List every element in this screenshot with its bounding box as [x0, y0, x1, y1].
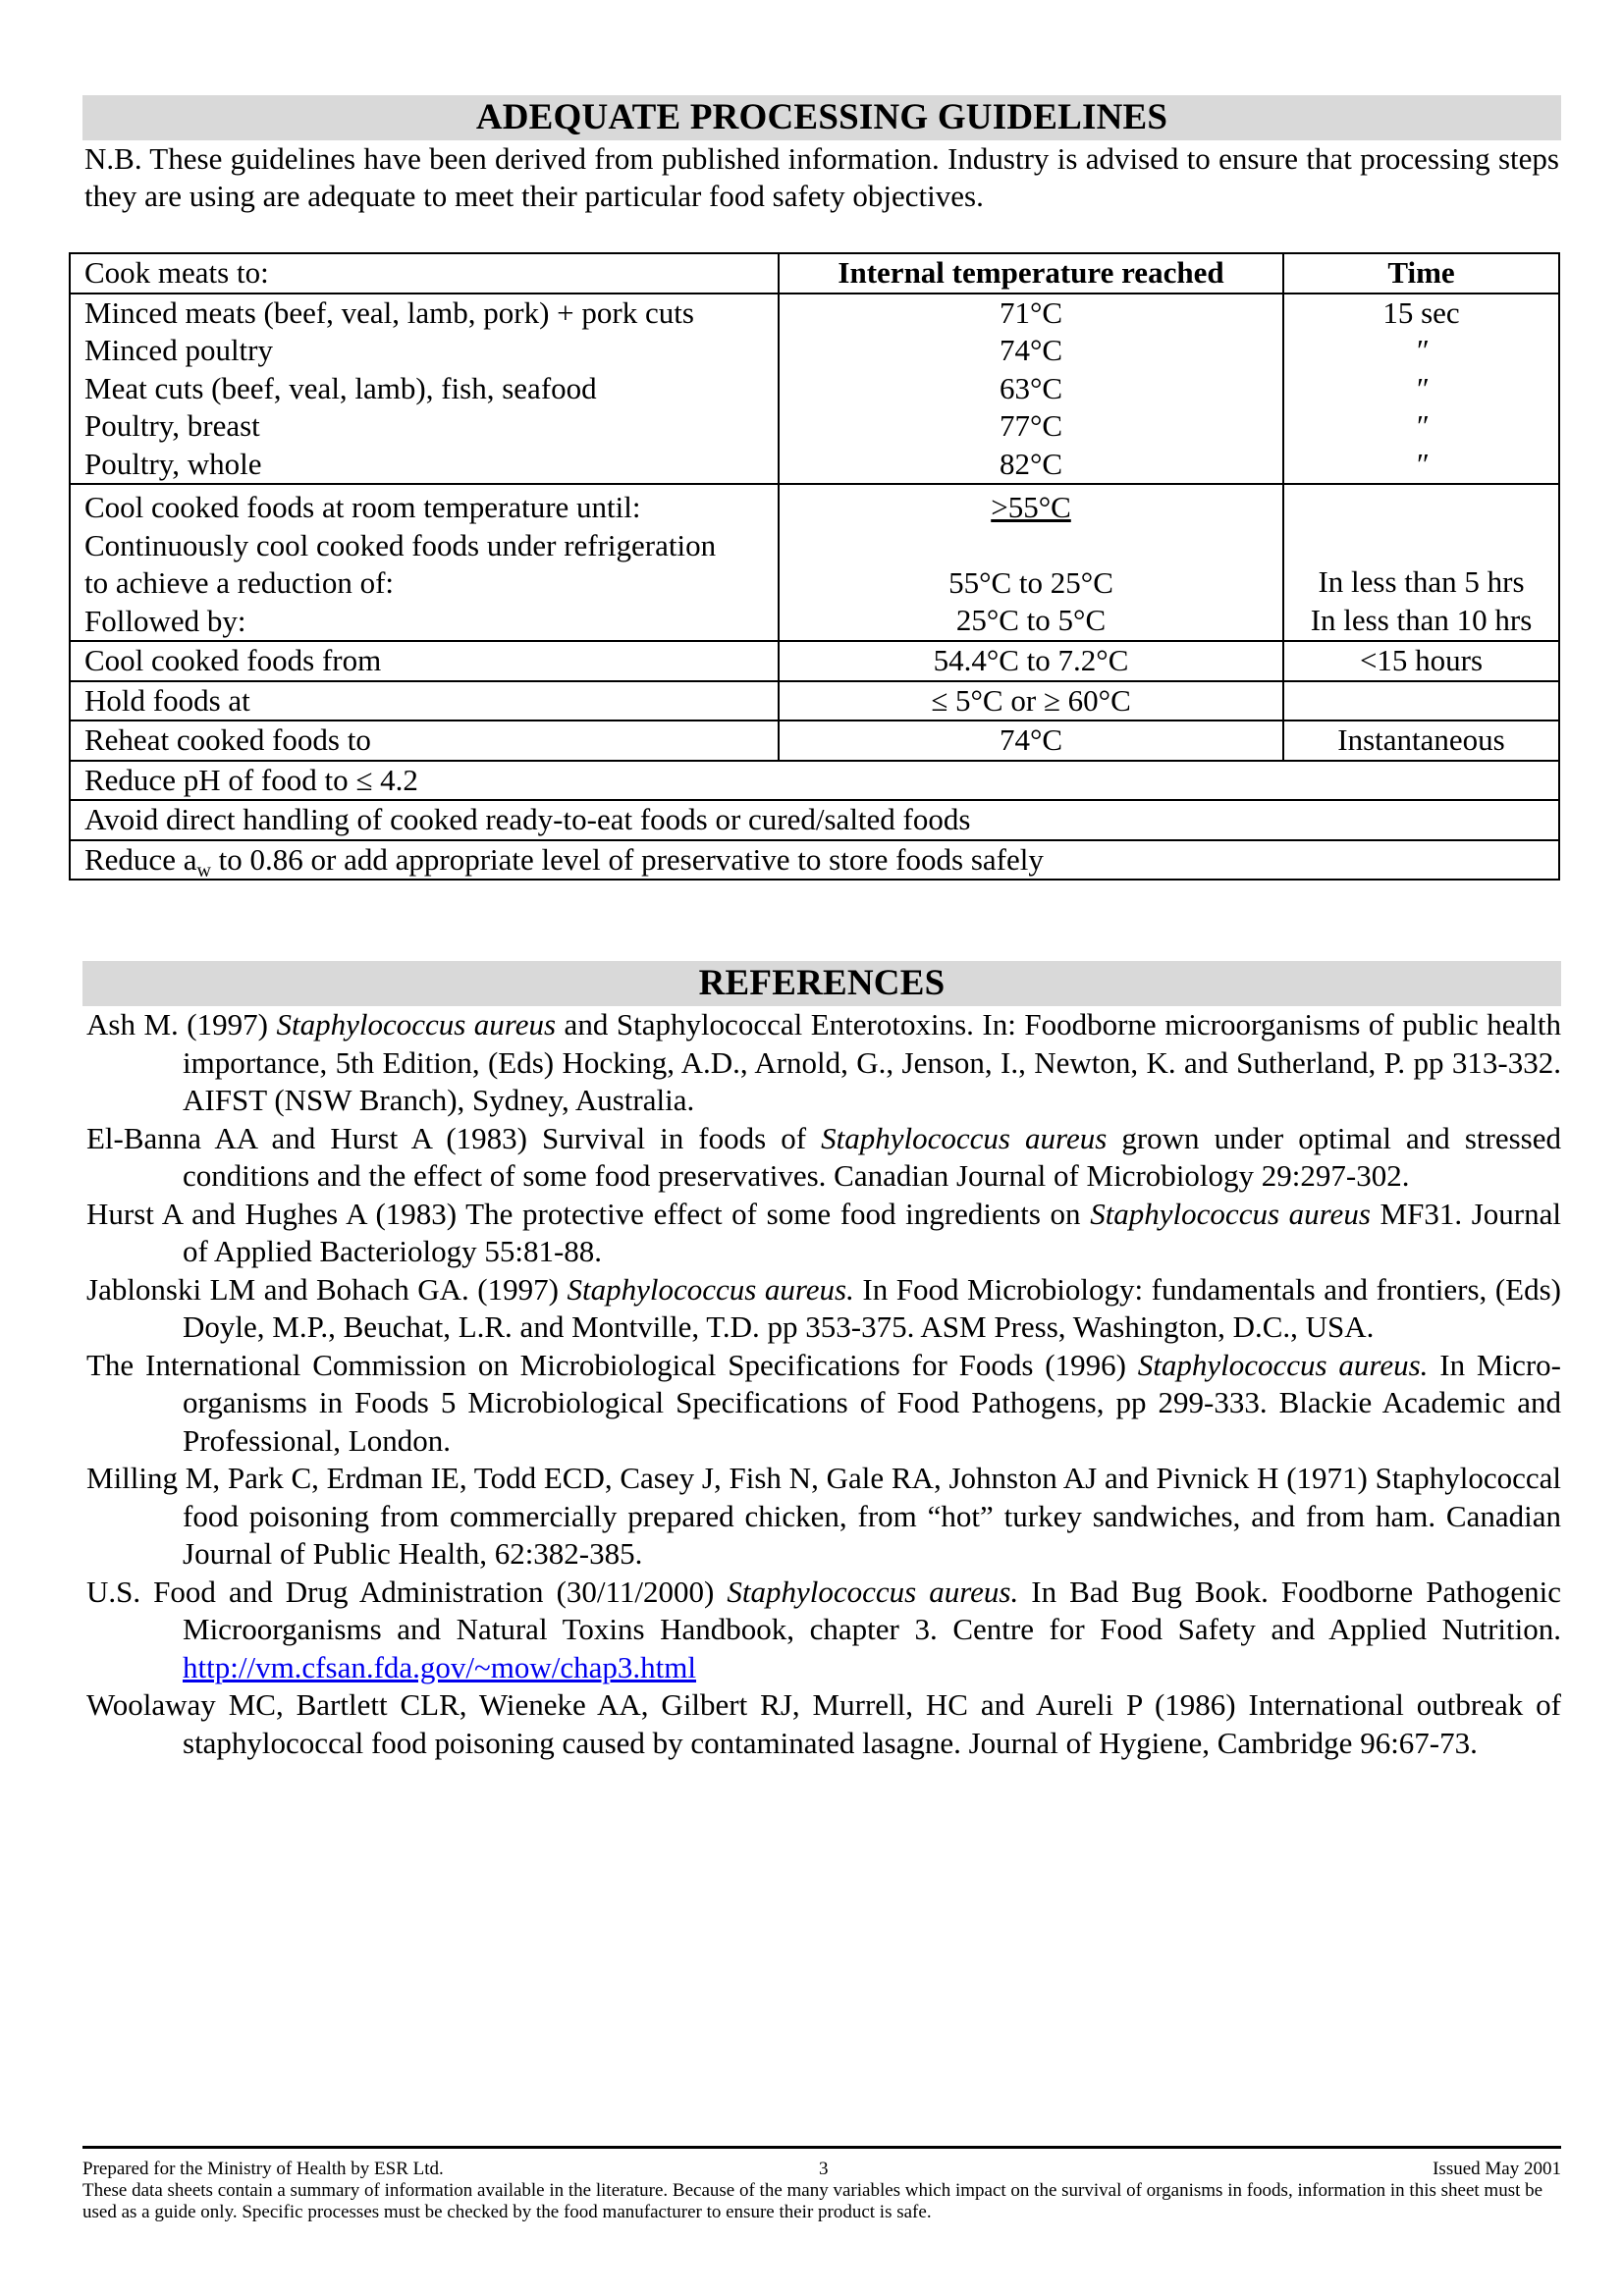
cool-time: In less than 5 hrs [1318, 564, 1525, 599]
cool-line: Cool cooked foods at room temperature until: [84, 490, 641, 524]
reheat-temp: 74°C [779, 721, 1283, 761]
footer-disclaimer: These data sheets contain a summary of information available in the literature. Because of the many variables which impact on the survival of organisms in foods, information in this sheet must be used as a guide only. Specific processes must be checked by the food manufacturer to ensure their product is safe. [82, 2180, 1543, 2222]
cook-item: Minced meats (beef, veal, lamb, pork) + pork cuts [84, 294, 694, 330]
reference-item: Woolaway MC, Bartlett CLR, Wieneke AA, Gilbert RJ, Murrell, HC and Aureli P (1986) International outbreak of staphylococcal food poisoning caused by contaminated lasagne. Journal of Hygiene, Cambridge 96:67-73. [86, 1687, 1561, 1760]
cook-temp: 77°C [999, 408, 1063, 443]
reheat-row [70, 721, 1559, 761]
cool-line: Followed by: [84, 603, 246, 638]
aw-text: Reduce $a_w$ to 0.86 or add appropriate level of preservative to store foods safely [70, 840, 1559, 881]
reheat-item: Reheat cooked foods to [70, 721, 779, 761]
cook-temp: 82°C [999, 446, 1063, 481]
ditto-mark: ″ [1415, 370, 1428, 405]
cook-item: Poultry, whole [84, 446, 262, 481]
cool-from-temp: 54.4°C to 7.2°C [779, 641, 1283, 681]
cook-temp: 63°C [999, 370, 1063, 405]
cook-time: 15 sec [1382, 294, 1460, 330]
cook-item: Meat cuts (beef, veal, lamb), fish, seafood [84, 370, 597, 405]
ditto-mark: ″ [1415, 446, 1428, 481]
cool-temp: 25°C to 5°C [955, 603, 1107, 637]
reference-item: U.S. Food and Drug Administration (30/11/2000) Staphylococcus aureus. In Bad Bug Book. Foodborne Pathogenic Microorganisms and Natural Toxins Handbook, chapter 3. Centre for Food Safety and Applied Nutrition. http://vm.cfsan.fda.gov/~mow/chap3.html [86, 1574, 1561, 1684]
references-section [82, 961, 1561, 1762]
cool-from-item: Cool cooked foods from [70, 641, 779, 681]
ditto-mark: ″ [1415, 333, 1428, 367]
hold-row [70, 681, 1559, 721]
reheat-time: Instantaneous [1283, 721, 1559, 761]
table-header-row [70, 253, 1559, 294]
reference-item: Jablonski LM and Bohach GA. (1997) Staphylococcus aureus. In Food Microbiology: fundamentals and frontiers, (Eds) Doyle, M.P., Beuchat, L.R. and Montville, T.D. pp 353-375. ASM Press, Washington, D.C., USA. [86, 1271, 1561, 1344]
ph-row [70, 761, 1559, 801]
ph-text: Reduce pH of food to ≤ 4.2 [70, 761, 1559, 801]
footer-prepared-for: Prepared for the Ministry of Health by ESR Ltd. [82, 2159, 444, 2179]
guidelines-heading: ADEQUATE PROCESSING GUIDELINES [82, 95, 1561, 140]
guidelines-section [82, 95, 1561, 215]
cook-temp: 74°C [999, 333, 1063, 367]
aw-row [70, 840, 1559, 881]
cool-temp: >55°C [991, 490, 1071, 524]
cook-rows [70, 294, 1559, 485]
processing-table [69, 252, 1560, 881]
reference-item: Milling M, Park C, Erdman IE, Todd ECD, Casey J, Fish N, Gale RA, Johnston AJ and Pivnick H (1971) Staphylococcal food poisoning from commercially prepared chicken, from “hot” turkey sandwiches, and from ham. Canadian Journal of Public Health, 62:382-385. [86, 1461, 1561, 1571]
page-footer [82, 2146, 1561, 2223]
cool-line: Continuously cool cooked foods under refrigeration [84, 527, 717, 562]
cook-temp: 71°C [999, 294, 1063, 330]
reference-item: The International Commission on Microbiological Specifications for Foods (1996) Staphylococcus aureus. In Micro-organisms in Foods 5 Microbiological Specifications of Food Pathogens, pp 299-333. Blackie Academic and Professional, London. [86, 1347, 1561, 1458]
footer-issued: Issued May 2001 [1433, 2159, 1561, 2179]
cool-from-row [70, 641, 1559, 681]
header-temperature: Internal temperature reached [779, 253, 1283, 294]
hold-item: Hold foods at [70, 681, 779, 721]
header-cook: Cook meats to: [70, 253, 779, 294]
reference-link[interactable]: http://vm.cfsan.fda.gov/~mow/chap3.html [183, 1649, 697, 1684]
hold-temp: ≤ 5°C or ≥ 60°C [779, 681, 1283, 721]
handling-text: Avoid direct handling of cooked ready-to-eat foods or cured/salted foods [70, 800, 1559, 840]
cool-block-row [70, 484, 1559, 641]
guidelines-note: N.B. These guidelines have been derived from published information. Industry is advised to ensure that processing steps they are using are adequate to meet their particular food safety objectives. [84, 141, 1559, 213]
handling-row [70, 800, 1559, 840]
reference-list [82, 1006, 1561, 1762]
references-heading: REFERENCES [82, 961, 1561, 1006]
cool-from-time: <15 hours [1283, 641, 1559, 681]
cook-item: Poultry, breast [84, 408, 260, 443]
reference-item: Ash M. (1997) Staphylococcus aureus and Staphylococcal Enterotoxins. In: Foodborne microorganisms of public health importance, 5th Edition, (Eds) Hocking, A.D., Arnold, G., Jenson, I., Newton, K. and Sutherland, P. pp 313-332. AIFST (NSW Branch), Sydney, Australia. [86, 1007, 1561, 1117]
page-number: 3 [819, 2159, 829, 2179]
cool-temp: 55°C to 25°C [948, 564, 1113, 600]
reference-item: Hurst A and Hughes A (1983) The protective effect of some food ingredients on Staphylococcus aureus MF31. Journal of Applied Bacteriology 55:81-88. [86, 1196, 1561, 1268]
hold-time [1283, 681, 1559, 721]
reference-item: El-Banna AA and Hurst A (1983) Survival in foods of Staphylococcus aureus grown under optimal and stressed conditions and the effect of some food preservatives. Canadian Journal of Microbiology 29:297-302. [86, 1120, 1561, 1193]
cool-line: to achieve a reduction of: [84, 565, 395, 600]
ditto-mark: ″ [1415, 408, 1428, 443]
header-time: Time [1283, 253, 1559, 294]
cook-item: Minced poultry [84, 333, 273, 367]
cool-time: In less than 10 hrs [1310, 602, 1533, 637]
